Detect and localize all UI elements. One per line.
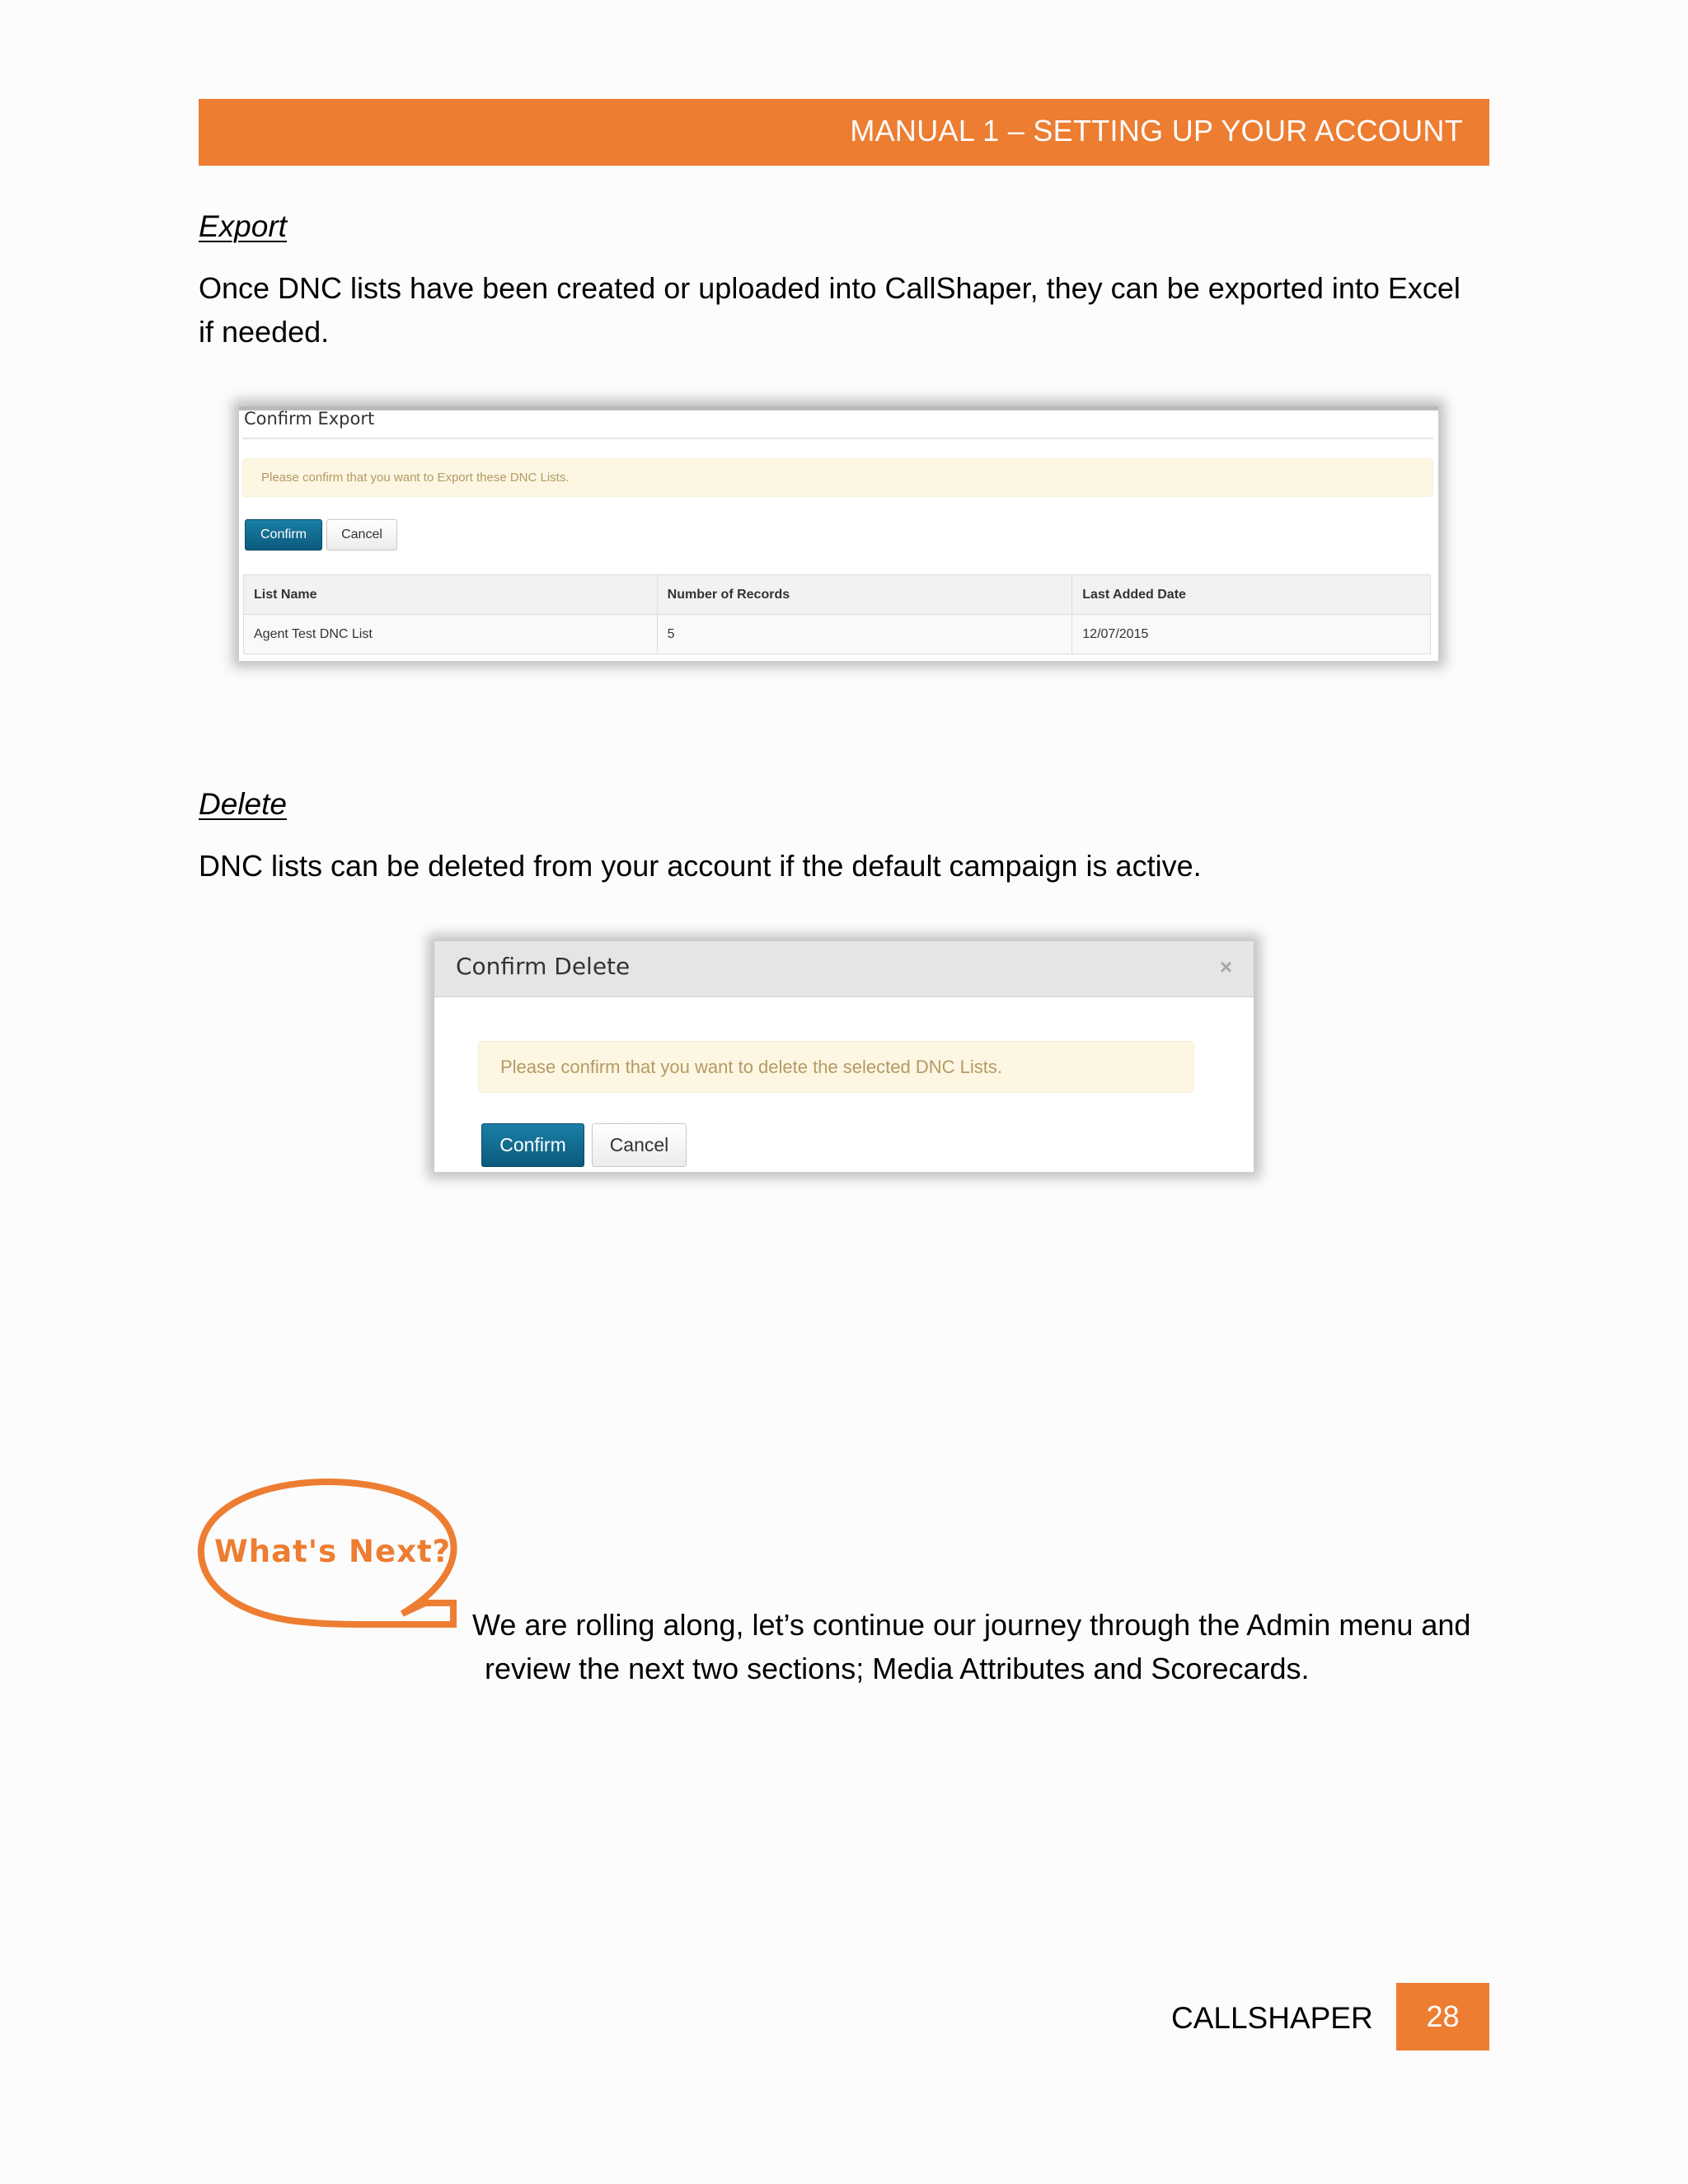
- column-header-last-added-date[interactable]: Last Added Date: [1072, 575, 1431, 615]
- confirm-export-button[interactable]: Confirm: [245, 519, 322, 551]
- export-description-line2: if needed.: [199, 315, 330, 349]
- confirm-delete-button[interactable]: Confirm: [481, 1123, 584, 1167]
- footer-brand: CALLSHAPER: [1171, 2001, 1373, 2035]
- table-row[interactable]: [244, 615, 1431, 654]
- whats-next-line1: We are rolling along, let’s continue our journey through the Admin menu and: [472, 1608, 1471, 1642]
- page-number: 28: [1396, 1983, 1489, 2050]
- delete-warning-alert: Please confirm that you want to delete the selected DNC Lists.: [478, 1041, 1194, 1093]
- cancel-delete-button[interactable]: Cancel: [592, 1123, 687, 1167]
- delete-description: DNC lists can be deleted from your account if the default campaign is active.: [199, 849, 1202, 883]
- confirm-export-dialog: [239, 406, 1438, 661]
- export-description-line1: Once DNC lists have been created or uploaded into CallShaper, they can be exported into Excel: [199, 271, 1461, 305]
- cancel-export-button[interactable]: Cancel: [326, 519, 397, 551]
- export-heading: Export: [199, 209, 287, 243]
- delete-heading: Delete: [199, 787, 287, 821]
- confirm-delete-dialog: [434, 941, 1254, 1172]
- header-band: [199, 99, 1489, 166]
- cell-list-name: Agent Test DNC List: [244, 615, 658, 654]
- dialog-title: Confirm Export: [244, 409, 375, 429]
- whats-next-line2: review the next two sections; Media Attributes and Scorecards.: [485, 1652, 1310, 1685]
- cell-last-added-date: 12/07/2015: [1072, 615, 1431, 654]
- column-header-number-of-records[interactable]: Number of Records: [657, 575, 1072, 615]
- export-warning-alert: Please confirm that you want to Export these DNC Lists.: [242, 458, 1433, 497]
- dnc-lists-table: [243, 574, 1431, 654]
- column-header-list-name[interactable]: List Name: [244, 575, 658, 615]
- dialog-title: Confirm Delete: [456, 953, 631, 980]
- divider: [242, 438, 1433, 439]
- whats-next-label: What's Next?: [214, 1534, 452, 1569]
- dialog-header: [434, 941, 1254, 997]
- table-header-row: [244, 575, 1431, 615]
- close-icon[interactable]: ×: [1219, 954, 1232, 979]
- whats-next-speech-bubble-icon: [196, 1478, 463, 1654]
- manual-title: MANUAL 1 – SETTING UP YOUR ACCOUNT: [850, 114, 1463, 148]
- cell-number-of-records: 5: [657, 615, 1072, 654]
